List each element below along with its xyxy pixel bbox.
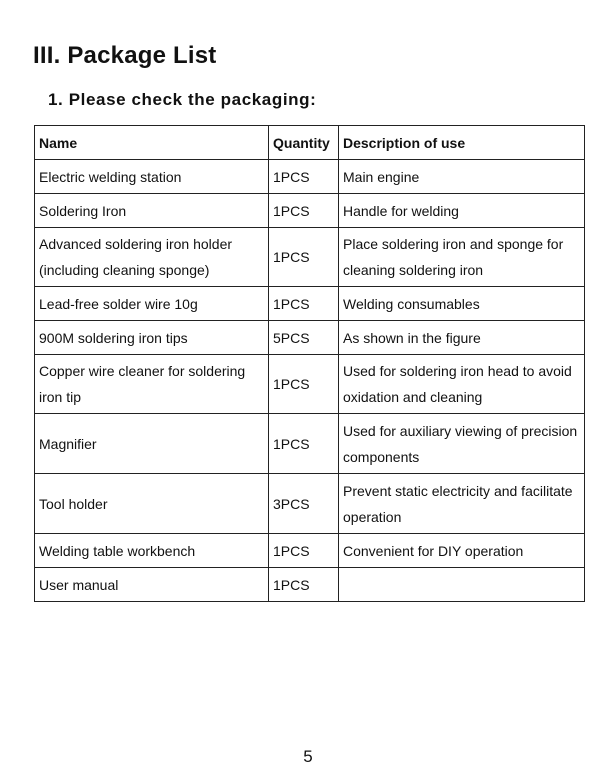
item-description: Main engine xyxy=(339,160,585,194)
item-name: Magnifier xyxy=(35,414,269,474)
item-quantity: 3PCS xyxy=(269,474,339,534)
table-header-row xyxy=(35,126,585,160)
item-quantity: 1PCS xyxy=(269,355,339,414)
table-row xyxy=(35,321,585,355)
item-quantity: 1PCS xyxy=(269,287,339,321)
item-quantity: 1PCS xyxy=(269,568,339,602)
item-name: Lead-free solder wire 10g xyxy=(35,287,269,321)
table-row xyxy=(35,194,585,228)
table-row xyxy=(35,355,585,414)
item-description xyxy=(339,568,585,602)
item-quantity: 5PCS xyxy=(269,321,339,355)
table-row xyxy=(35,568,585,602)
item-name: Soldering Iron xyxy=(35,194,269,228)
item-description: Used for auxiliary viewing of precision components xyxy=(339,414,585,474)
table-row xyxy=(35,414,585,474)
item-name: Electric welding station xyxy=(35,160,269,194)
header-quantity: Quantity xyxy=(269,126,339,160)
item-description: As shown in the figure xyxy=(339,321,585,355)
item-name: 900M soldering iron tips xyxy=(35,321,269,355)
table-row xyxy=(35,228,585,287)
item-description: Prevent static electricity and facilitate operation xyxy=(339,474,585,534)
item-quantity: 1PCS xyxy=(269,534,339,568)
item-quantity: 1PCS xyxy=(269,194,339,228)
item-description: Welding consumables xyxy=(339,287,585,321)
item-description: Convenient for DIY operation xyxy=(339,534,585,568)
table-row xyxy=(35,474,585,534)
table-row xyxy=(35,287,585,321)
item-quantity: 1PCS xyxy=(269,414,339,474)
item-name: Tool holder xyxy=(35,474,269,534)
table-row xyxy=(35,534,585,568)
item-description: Handle for welding xyxy=(339,194,585,228)
package-list-table xyxy=(34,125,585,602)
item-name: User manual xyxy=(35,568,269,602)
page-number: 5 xyxy=(303,747,313,766)
item-name: Welding table workbench xyxy=(35,534,269,568)
header-description: Description of use xyxy=(339,126,585,160)
subsection-heading: 1. Please check the packaging: xyxy=(48,90,317,109)
item-quantity: 1PCS xyxy=(269,160,339,194)
section-heading: III. Package List xyxy=(33,42,217,69)
table-row xyxy=(35,160,585,194)
item-description: Place soldering iron and sponge for cleaning soldering iron xyxy=(339,228,585,287)
item-quantity: 1PCS xyxy=(269,228,339,287)
item-name: Advanced soldering iron holder (including cleaning sponge) xyxy=(35,228,269,287)
header-name: Name xyxy=(35,126,269,160)
item-name: Copper wire cleaner for soldering iron tip xyxy=(35,355,269,414)
item-description: Used for soldering iron head to avoid oxidation and cleaning xyxy=(339,355,585,414)
